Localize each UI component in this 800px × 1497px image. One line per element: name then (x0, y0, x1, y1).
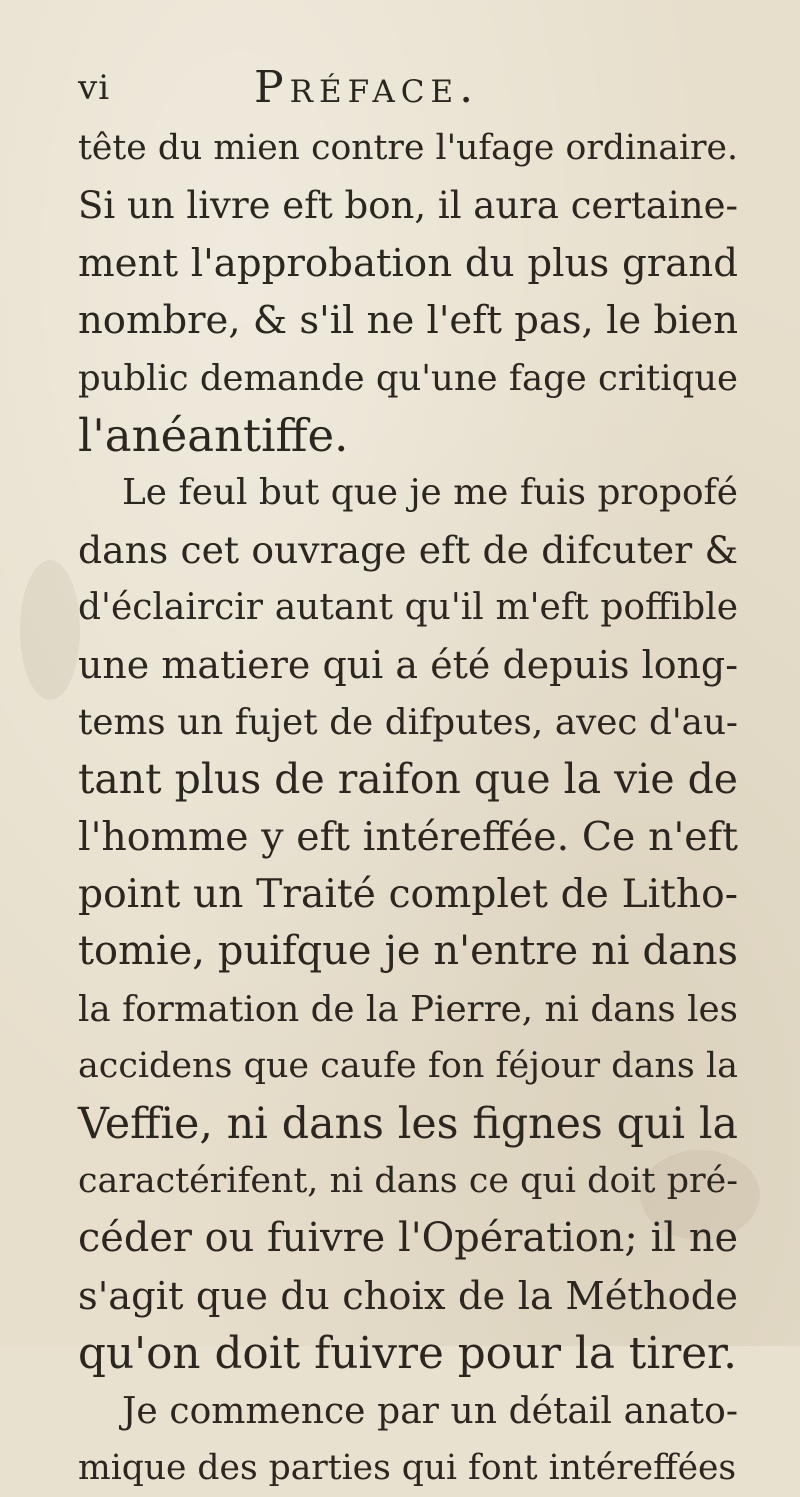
paper-stain (20, 560, 80, 700)
text-line: s'agit que du choix de la Méthode (78, 1273, 738, 1319)
text-line: une matiere qui a été depuis long- (78, 642, 738, 687)
text-line: céder ou fuivre l'Opération; il ne (78, 1215, 738, 1262)
page-number: vi (78, 68, 111, 108)
text-line: caractérifent, ni dans ce qui doit pré- (78, 1161, 738, 1202)
text-line: tête du mien contre l'ufage ordinaire. (78, 128, 738, 168)
text-line: tems un fujet de difputes, avec d'au- (78, 701, 738, 743)
text-line: la formation de la Pierre, ni dans les (78, 988, 738, 1030)
text-line: Je commence par un détail anato- (122, 1390, 738, 1432)
text-line: tant plus de raifon que la vie de (78, 755, 738, 804)
text-line: l'homme y eft intéreffée. Ce n'eft (78, 813, 738, 860)
text-line: accidens que caufe fon féjour dans la (78, 1046, 738, 1087)
text-line: nombre, & s'il ne l'eft pas, le bien (78, 298, 738, 344)
text-line: Si un livre eft bon, il aura certaine- (78, 184, 738, 228)
text-line: Veffie, ni dans les fignes qui la (78, 1098, 738, 1149)
text-line: Le feul but que je me fuis propofé (122, 472, 738, 514)
text-line: dans cet ouvrage eft de difcuter & (78, 527, 738, 572)
page-header (78, 62, 738, 118)
running-title: Préface. (254, 62, 480, 113)
text-line: l'anéantiffe. (78, 408, 349, 462)
text-line: mique des parties qui font intéreffées (78, 1447, 737, 1488)
text-line: point un Traité complet de Litho- (78, 872, 738, 918)
body-text (78, 120, 738, 1497)
text-line: qu'on doit fuivre pour la tirer. (78, 1328, 738, 1380)
text-line: d'éclaircir autant qu'il m'eft poffible (78, 587, 738, 629)
text-line: ment l'approbation du plus grand (78, 240, 738, 286)
text-line: tomie, puifque je n'entre ni dans (78, 928, 738, 975)
text-line: public demande qu'une fage critique (78, 357, 738, 399)
